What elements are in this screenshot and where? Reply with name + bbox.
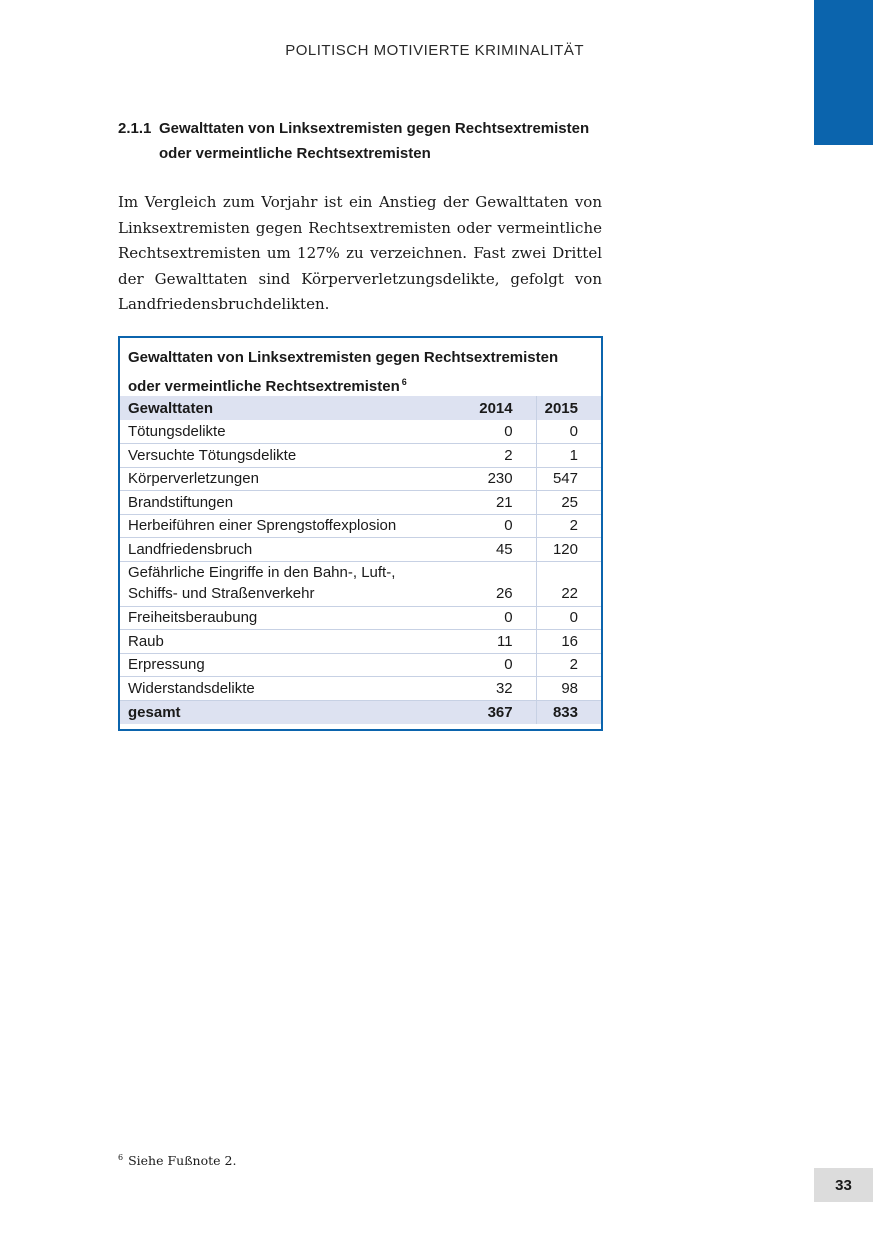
body-paragraph: Im Vergleich zum Vorjahr ist ein Anstieg der Gewalttaten von Linksextremisten gegen Rechtsextremisten oder vermeintliche Rechtsextremisten um 127% zu verzeichnen. Fast zwei Drittel der Gewalttaten sind Körperverletzungsdelikte, gefolgt von Landfriedensbruchdelikten. bbox=[118, 193, 602, 313]
section-heading bbox=[118, 116, 618, 166]
row-label: Gefährliche Eingriffe in den Bahn-, Luft-, Schiffs- und Straßenverkehr bbox=[128, 563, 396, 602]
table-row bbox=[120, 491, 601, 515]
value-2014: 0 bbox=[422, 514, 536, 538]
value-2014: 32 bbox=[422, 677, 536, 701]
column-header-2014: 2014 bbox=[422, 396, 536, 420]
table-row bbox=[120, 444, 601, 468]
row-label: Herbeiführen einer Sprengstoffexplosion bbox=[128, 517, 397, 535]
column-header-category: Gewalttaten bbox=[128, 399, 214, 417]
total-label: gesamt bbox=[128, 703, 181, 721]
table-row bbox=[120, 653, 601, 677]
value-2015: 16 bbox=[561, 632, 578, 650]
value-2015: 2 bbox=[569, 656, 578, 674]
column-header-2015: 2015 bbox=[544, 399, 578, 417]
statistics-table bbox=[120, 396, 601, 724]
value-2015: 0 bbox=[569, 609, 578, 627]
value-2015: 22 bbox=[561, 584, 578, 602]
row-label: Widerstandsdelikte bbox=[128, 679, 255, 697]
row-label: Versuchte Tötungsdelikte bbox=[128, 446, 297, 464]
value-2015: 25 bbox=[561, 493, 578, 511]
value-2014: 2 bbox=[422, 444, 536, 468]
table-row bbox=[120, 630, 601, 654]
value-2014: 26 bbox=[422, 561, 536, 606]
row-label: Körperverletzungen bbox=[128, 470, 259, 488]
row-label: Tötungsdelikte bbox=[128, 423, 226, 440]
value-2015: 98 bbox=[561, 679, 578, 697]
chapter-color-tab bbox=[814, 0, 873, 145]
value-2014: 11 bbox=[422, 630, 536, 654]
value-2015: 120 bbox=[552, 540, 578, 558]
table-header-row bbox=[120, 396, 601, 420]
table-row bbox=[120, 514, 601, 538]
statistics-table-box bbox=[118, 336, 603, 731]
section-title: Gewalttaten von Linksextremisten gegen Rechtsextremisten oder vermeintliche Rechtsextremisten bbox=[159, 120, 590, 162]
total-2014: 367 bbox=[422, 700, 536, 724]
table-row bbox=[120, 538, 601, 562]
row-label: Freiheitsberaubung bbox=[128, 609, 258, 627]
footnote-text: Siehe Fußnote 2. bbox=[128, 1153, 237, 1169]
value-2015: 0 bbox=[569, 423, 578, 440]
value-2014: 0 bbox=[422, 653, 536, 677]
row-label: Landfriedensbruch bbox=[128, 540, 253, 558]
value-2014: 230 bbox=[422, 467, 536, 491]
table-caption-footnote-marker: 6 bbox=[401, 377, 407, 387]
table-caption bbox=[120, 338, 601, 396]
value-2014: 45 bbox=[422, 538, 536, 562]
value-2015: 1 bbox=[569, 446, 578, 464]
table-row bbox=[120, 561, 601, 606]
row-label: Erpressung bbox=[128, 656, 205, 674]
page-number: 33 bbox=[814, 1168, 873, 1202]
footnote bbox=[118, 1153, 236, 1168]
table-total-row bbox=[120, 700, 601, 724]
table-row bbox=[120, 677, 601, 701]
value-2015: 547 bbox=[552, 470, 578, 488]
table-row bbox=[120, 467, 601, 491]
value-2015: 2 bbox=[569, 517, 578, 535]
footnote-marker: 6 bbox=[118, 1153, 124, 1162]
section-number: 2.1.1 bbox=[118, 120, 152, 137]
row-label: Brandstiftungen bbox=[128, 493, 234, 511]
table-caption-text: Gewalttaten von Linksextremisten gegen Rechtsextremisten oder vermeintliche Rechtsextremisten bbox=[128, 349, 559, 395]
total-2015: 833 bbox=[552, 703, 578, 721]
value-2014: 0 bbox=[422, 606, 536, 630]
table-row bbox=[120, 606, 601, 630]
table-row bbox=[120, 420, 601, 444]
value-2014: 21 bbox=[422, 491, 536, 515]
running-header: POLITISCH MOTIVIERTE KRIMINALITÄT bbox=[285, 42, 584, 59]
value-2014: 0 bbox=[422, 420, 536, 444]
row-label: Raub bbox=[128, 632, 164, 650]
